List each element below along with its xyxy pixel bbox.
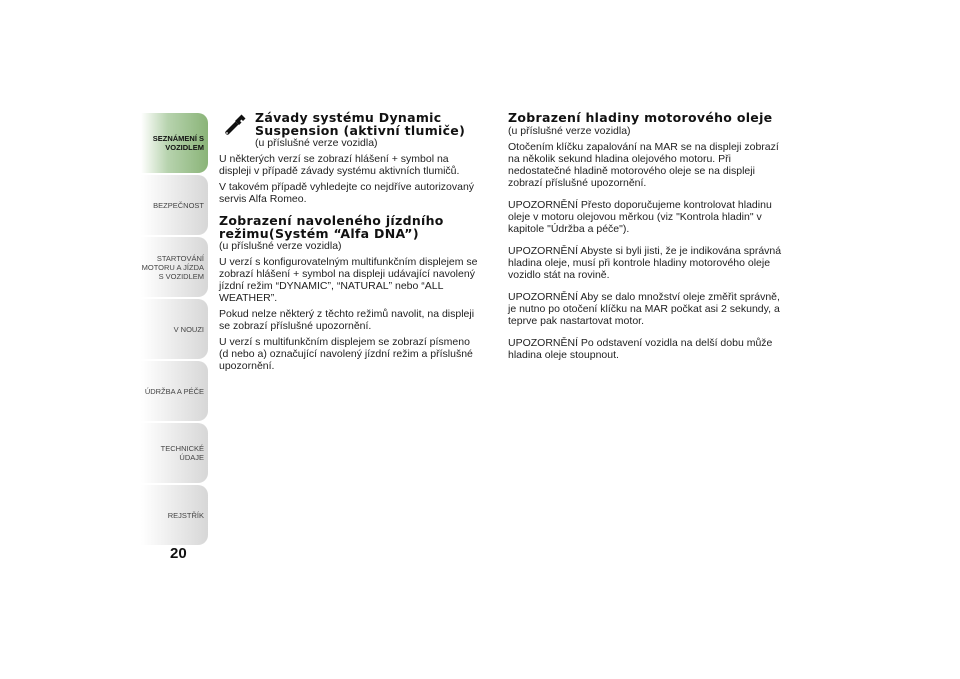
tab-technicke-udaje[interactable] [141,423,208,483]
dynamic-suspension-heading [219,112,481,153]
section-subtitle: (u příslušné verze vozidla) [255,137,378,149]
paragraph: Pokud nelze některý z těchto režimů navolit, na displeji se zobrazí příslušné upozornění. [219,308,475,332]
paragraph: U verzí s multifunkčním displejem se zobrazí písmeno (d nebo a) označující navolený jízdní režim a příslušné upozornění. [219,336,473,372]
section-subtitle: (u příslušné verze vozidla) [219,240,342,252]
tab-label: ÚDRŽBA A PÉČE [144,386,204,396]
heading-text [255,112,481,153]
tab-label: SEZNÁMENÍ S VOZIDLEM [152,134,204,152]
page-number: 20 [170,545,187,562]
paragraph: Otočením klíčku zapalování na MAR se na displeji zobrazí na několik sekund hladina olejového motoru. Při nedostatečné hladině motorového oleje se na displeji zobrazí příslušné upozornění. [508,140,779,189]
warning-paragraph: UPOZORNĚNÍ Přesto doporučujeme kontrolovat hladinu oleje v motoru olejovou měrkou (viz "Kontrola hladin" v kapitole "Údržba a péče"). [508,198,772,235]
tab-udrzba-a-pece[interactable] [141,361,208,421]
tab-label: TECHNICKÉ ÚDAJE [160,444,204,462]
section-title-alfa-dna: Zobrazení navoleného jízdního režimu(Systém “Alfa DNA”) [219,213,444,241]
tab-label: STARTOVÁNÍ MOTORU A JÍZDA S VOZIDLEM [141,253,204,281]
wrench-icon [222,112,248,138]
tab-startovani-motoru[interactable] [141,237,208,297]
tab-rejstrik[interactable] [141,485,208,545]
tab-label: BEZPEČNOST [153,200,204,210]
warning-paragraph: UPOZORNĚNÍ Aby se dalo množství oleje změřit správně, je nutno po otočení klíčku na MAR počkat asi 2 sekundy, a teprve pak nastartovat motor. [508,290,780,327]
section-title-oil-level: Zobrazení hladiny motorového oleje [508,110,773,125]
tab-seznameni-s-vozidlem[interactable] [141,113,208,173]
paragraph: U některých verzí se zobrazí hlášení + symbol na displeji v případě závady systému aktivních tlumičů. [219,153,460,177]
section-subtitle: (u příslušné verze vozidla) [508,124,631,137]
tab-label: REJSTŘÍK [167,510,204,520]
paragraph: U verzí s konfigurovatelným multifunkčním displejem se zobrazí hlášení + symbol na displeji udávající navolený jízdní režim “DYNAMIC”, “NATURAL” nebo “ALL WEATHER”. [219,256,478,304]
section-title-dynamic-suspension: Závady systému Dynamic Suspension (aktivní tlumiče) [255,110,466,138]
tab-label: V NOUZI [173,324,204,334]
paragraph: V takovém případě vyhledejte co nejdříve autorizovaný servis Alfa Romeo. [219,181,475,205]
warning-paragraph: UPOZORNĚNÍ Abyste si byli jisti, že je indikována správná hladina oleje, musí při kontrole hladiny motorového oleje vozidlo stát na rovině. [508,244,782,281]
tab-v-nouzi[interactable] [141,299,208,359]
warning-paragraph: UPOZORNĚNÍ Po odstavení vozidla na delší dobu může hladina oleje stoupnout. [508,336,773,361]
left-column [219,112,481,376]
chapter-sidebar [141,113,208,547]
right-column [508,112,783,371]
tab-bezpecnost[interactable] [141,175,208,235]
